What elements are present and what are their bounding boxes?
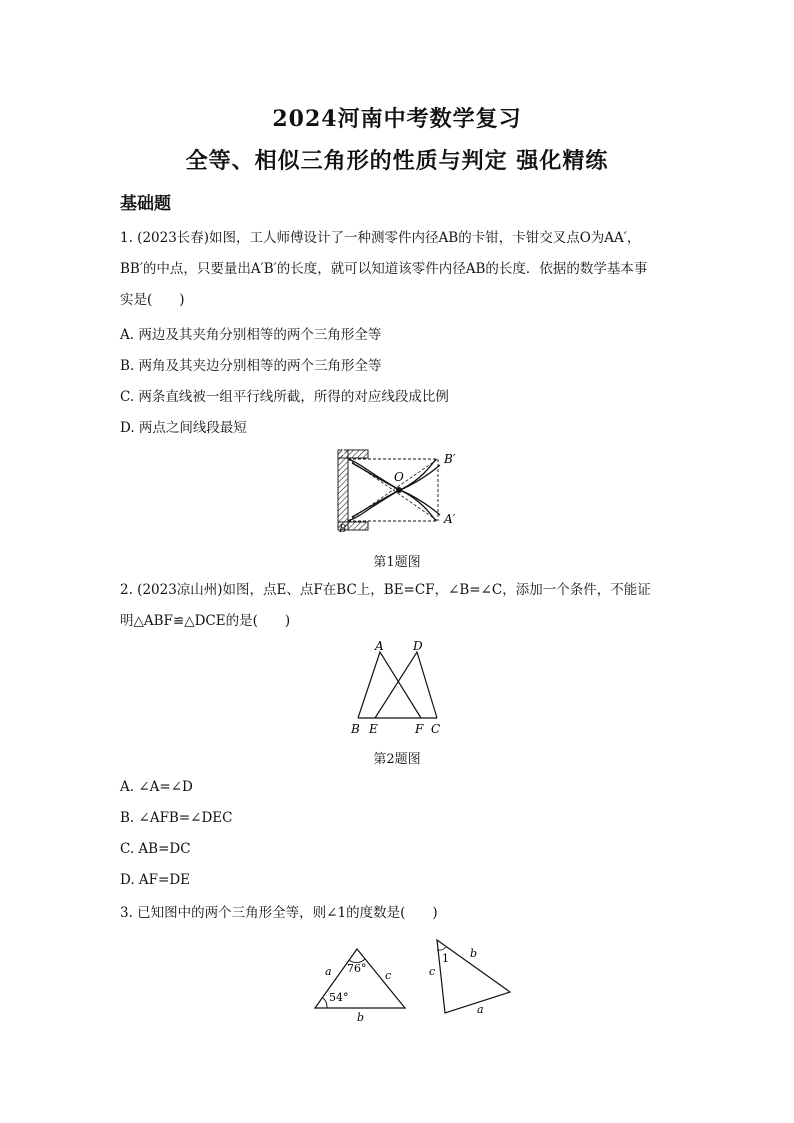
q1-stem-line3: 实是( ) bbox=[120, 292, 185, 308]
label-angle-76: 76° bbox=[347, 962, 367, 975]
label-b-prime: B′ bbox=[444, 452, 456, 466]
q2-stem-line1: 2. (2023凉山州)如图，点E、点F在BC上，BE=CF，∠B=∠C，添加一个条件，不能证 bbox=[120, 582, 651, 598]
label-a: A bbox=[339, 449, 347, 460]
label-d: D bbox=[413, 639, 423, 653]
label-right-b: b bbox=[470, 947, 478, 960]
label-a: A bbox=[375, 639, 384, 653]
q2-figure-caption: 第2题图 bbox=[373, 752, 421, 767]
label-left-b: b bbox=[357, 1011, 365, 1024]
page-subtitle: 全等、相似三角形的性质与判定 强化精练 bbox=[185, 148, 609, 174]
label-right-a: a bbox=[477, 1003, 484, 1016]
part-wall-left bbox=[338, 450, 348, 530]
label-angle-1: 1 bbox=[442, 952, 449, 965]
label-b: B bbox=[351, 722, 360, 736]
label-o: O bbox=[394, 470, 404, 484]
label-f: F bbox=[415, 722, 424, 736]
q2-option-c: C. AB=DC bbox=[120, 841, 191, 857]
label-right-c: c bbox=[429, 965, 436, 978]
pivot-point-o bbox=[396, 487, 402, 493]
q1-figure-caption: 第1题图 bbox=[373, 555, 421, 570]
label-e: E bbox=[369, 722, 378, 736]
q1-stem-line1: 1. (2023长春)如图，工人师傅设计了一种测零件内径AB的卡钳，卡钳交叉点O为AA′， bbox=[120, 230, 641, 246]
q1-stem-line2: BB′的中点，只要量出A′B′的长度，就可以知道该零件内径AB的长度．依据的数学基本事 bbox=[120, 261, 648, 277]
q3-stem-line1: 3. 已知图中的两个三角形全等，则∠1的度数是( ) bbox=[120, 905, 438, 921]
label-a-prime: A′ bbox=[444, 512, 456, 526]
q1-option-a: A. 两边及其夹角分别相等的两个三角形全等 bbox=[120, 327, 382, 343]
q2-option-a: A. ∠A=∠D bbox=[120, 779, 193, 795]
q1-caliper-figure bbox=[330, 445, 470, 537]
section-heading: 基础题 bbox=[120, 194, 171, 214]
q2-stem-line2: 明△ABF≌△DCE的是( ) bbox=[120, 613, 291, 629]
label-left-c: c bbox=[385, 969, 392, 982]
q2-triangles-figure bbox=[345, 638, 450, 738]
label-angle-54: 54° bbox=[329, 991, 349, 1004]
label-left-a: a bbox=[325, 965, 332, 978]
label-c: C bbox=[431, 722, 441, 736]
q1-option-d: D. 两点之间线段最短 bbox=[120, 420, 247, 436]
q2-option-b: B. ∠AFB=∠DEC bbox=[120, 810, 233, 826]
label-b: B bbox=[339, 524, 347, 535]
q3-congruent-triangles-figure bbox=[305, 935, 520, 1027]
q2-option-d: D. AF=DE bbox=[120, 872, 191, 888]
page-title: 2024河南中考数学复习 bbox=[272, 106, 522, 132]
q1-option-c: C. 两条直线被一组平行线所截，所得的对应线段成比例 bbox=[120, 389, 449, 405]
q1-option-b: B. 两角及其夹边分别相等的两个三角形全等 bbox=[120, 358, 382, 374]
